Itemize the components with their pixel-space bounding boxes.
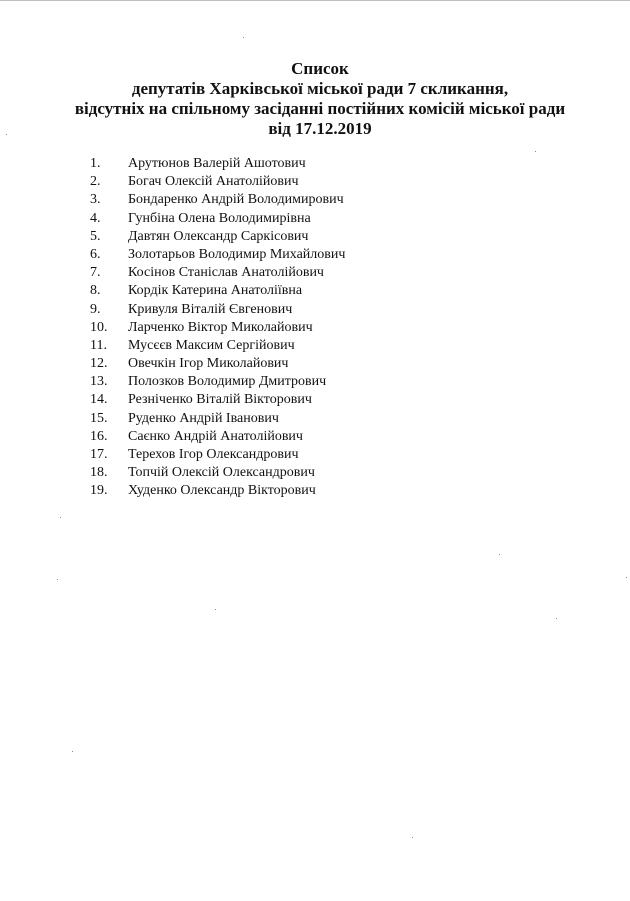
list-item-number: 5. (90, 228, 101, 244)
list-item (90, 446, 490, 464)
scan-speck (6, 134, 7, 135)
scan-speck (57, 579, 58, 580)
list-item-name: Арутюнов Валерій Ашотович (128, 156, 306, 171)
list-item (90, 373, 490, 391)
list-item-number: 16. (90, 428, 108, 444)
list-item (90, 210, 490, 228)
list-item-name: Саєнко Андрій Анатолійович (128, 428, 303, 444)
scan-speck (72, 751, 73, 752)
list-item-name: Косінов Станіслав Анатолійович (128, 265, 324, 281)
list-item-number: 17. (90, 447, 108, 462)
document-date-line: від 17.12.2019 (268, 119, 372, 138)
list-item (90, 264, 490, 282)
list-item-name: Овечкін Ігор Миколайович (128, 356, 289, 372)
list-item-name: Топчій Олексій Олександрович (128, 465, 315, 481)
list-item (90, 173, 490, 191)
list-item-number: 18. (90, 465, 108, 481)
list-item-name: Полозков Володимир Дмитрович (128, 374, 327, 390)
list-item-number: 4. (90, 210, 101, 226)
list-item (90, 410, 490, 428)
document-subtitle-line-2: відсутніх на спільному засіданні постійних комісій міської ради (74, 99, 566, 118)
scan-speck (499, 554, 500, 555)
list-item-name: Кордік Катерина Анатоліївна (128, 283, 303, 299)
deputies-list (90, 155, 490, 501)
list-item (90, 191, 490, 209)
document-heading (40, 59, 600, 139)
list-item (90, 282, 490, 300)
scan-speck (412, 837, 413, 838)
scan-speck (556, 618, 557, 619)
list-item-name: Бондаренко Андрій Володимирович (128, 192, 344, 208)
list-item-number: 2. (90, 174, 101, 190)
list-item-name: Худенко Олександр Вікторович (128, 483, 316, 499)
document-subtitle-line-1: депутатів Харківської міської ради 7 скликання, (131, 79, 509, 98)
list-item-number: 8. (90, 283, 101, 299)
list-item (90, 428, 490, 446)
list-item-number: 11. (90, 337, 107, 353)
list-item-number: 7. (90, 265, 101, 281)
scan-speck (626, 577, 627, 578)
list-item-number: 14. (90, 392, 108, 408)
list-item-name: Кривуля Віталій Євгенович (128, 301, 293, 317)
list-item-name: Богач Олексій Анатолійович (128, 174, 299, 190)
list-item-number: 6. (90, 246, 101, 262)
list-item-name: Руденко Андрій Іванович (128, 410, 279, 426)
list-item (90, 155, 490, 173)
document-title: Список (291, 59, 349, 78)
list-item-number: 15. (90, 410, 108, 426)
list-item-number: 10. (90, 319, 108, 335)
scan-speck (243, 37, 244, 38)
list-item (90, 246, 490, 264)
list-item (90, 319, 490, 337)
list-item-name: Золотарьов Володимир Михайлович (128, 246, 346, 262)
list-item (90, 391, 490, 409)
scan-speck (535, 151, 536, 152)
list-item-number: 1. (90, 156, 101, 171)
list-item-number: 9. (90, 301, 101, 317)
list-item (90, 301, 490, 319)
list-item (90, 228, 490, 246)
list-item-name: Терехов Ігор Олександрович (128, 447, 299, 462)
list-item (90, 355, 490, 373)
scan-speck (60, 517, 61, 518)
list-item-name: Гунбіна Олена Володимирівна (128, 210, 311, 226)
list-item (90, 337, 490, 355)
list-item-number: 12. (90, 356, 108, 372)
list-item-name: Мусєєв Максим Сергійович (128, 337, 295, 353)
list-item-name: Давтян Олександр Саркісович (128, 228, 309, 244)
list-item-number: 19. (90, 483, 108, 499)
list-item (90, 482, 490, 500)
list-item-name: Резніченко Віталій Вікторович (128, 392, 312, 408)
list-item-number: 13. (90, 374, 108, 390)
list-item (90, 464, 490, 482)
list-item-number: 3. (90, 192, 101, 208)
list-item-name: Ларченко Віктор Миколайович (128, 319, 313, 335)
scan-speck (215, 609, 216, 610)
